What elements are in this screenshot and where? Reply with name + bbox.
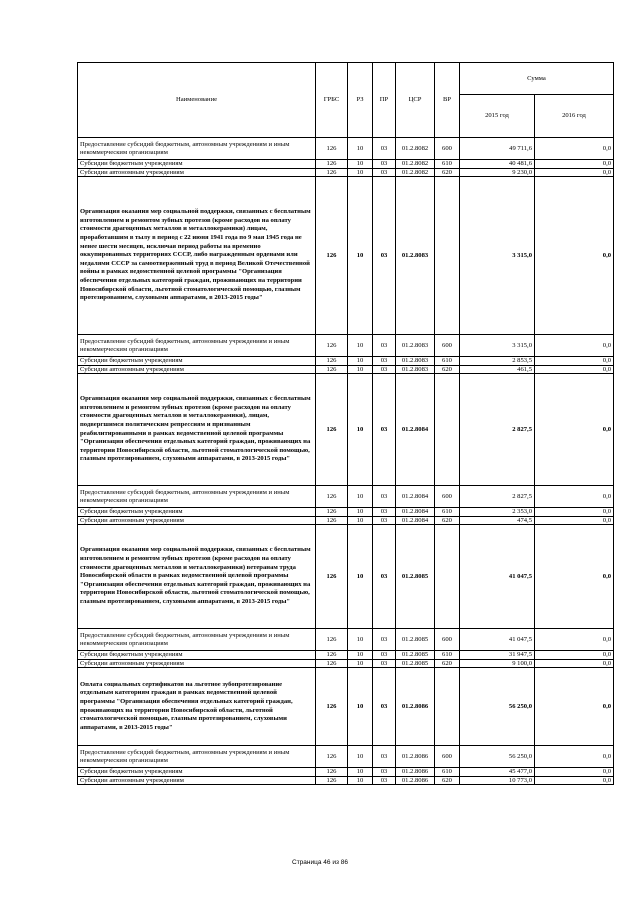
- cell-sum-2016: 0,0: [535, 177, 614, 335]
- cell-pr: 03: [373, 651, 396, 660]
- table-row: [78, 486, 614, 508]
- cell-csr: 01.2.8083: [396, 365, 435, 374]
- cell-pr: 03: [373, 177, 396, 335]
- cell-sum-2016: 0,0: [535, 335, 614, 357]
- cell-sum-2016: 0,0: [535, 168, 614, 177]
- cell-csr: 01.2.8082: [396, 138, 435, 160]
- table-row: [78, 168, 614, 177]
- cell-grbs: 126: [316, 335, 348, 357]
- table-row: [78, 651, 614, 660]
- cell-sum-2015: 3 315,0: [460, 335, 535, 357]
- cell-vr: 600: [435, 138, 460, 160]
- cell-vr: 620: [435, 776, 460, 785]
- cell-rz: 10: [348, 177, 373, 335]
- page-footer: Страница 46 из 86: [292, 859, 348, 866]
- cell-vr: [435, 177, 460, 335]
- cell-rz: 10: [348, 138, 373, 160]
- cell-rz: 10: [348, 335, 373, 357]
- cell-sum-2015: 45 477,0: [460, 768, 535, 777]
- cell-sum-2015: 474,5: [460, 516, 535, 525]
- cell-vr: 600: [435, 335, 460, 357]
- cell-sum-2016: 0,0: [535, 486, 614, 508]
- cell-csr: 01.2.8084: [396, 486, 435, 508]
- cell-rz: 10: [348, 768, 373, 777]
- cell-vr: 620: [435, 365, 460, 374]
- cell-vr: 610: [435, 508, 460, 517]
- table-row: [78, 374, 614, 486]
- table-row: [78, 516, 614, 525]
- cell-name: Субсидии бюджетным учреждениям: [78, 508, 316, 517]
- cell-name: Субсидии автономным учреждениям: [78, 516, 316, 525]
- cell-sum-2015: 2 853,5: [460, 357, 535, 366]
- cell-sum-2015: 9 100,0: [460, 659, 535, 668]
- cell-sum-2015: 56 250,0: [460, 668, 535, 746]
- cell-name: Субсидии бюджетным учреждениям: [78, 768, 316, 777]
- cell-pr: 03: [373, 516, 396, 525]
- cell-rz: 10: [348, 365, 373, 374]
- cell-sum-2015: 56 250,0: [460, 746, 535, 768]
- cell-pr: 03: [373, 160, 396, 169]
- cell-rz: 10: [348, 659, 373, 668]
- cell-grbs: 126: [316, 177, 348, 335]
- cell-sum-2015: 3 315,0: [460, 177, 535, 335]
- cell-grbs: 126: [316, 508, 348, 517]
- cell-vr: 600: [435, 486, 460, 508]
- cell-rz: 10: [348, 168, 373, 177]
- cell-csr: 01.2.8084: [396, 374, 435, 486]
- cell-sum-2015: 41 047,5: [460, 629, 535, 651]
- cell-name: Предоставление субсидий бюджетным, автономным учреждениям и иным некоммерческим организациям: [78, 335, 316, 357]
- cell-pr: 03: [373, 365, 396, 374]
- cell-sum-2016: 0,0: [535, 768, 614, 777]
- cell-vr: 620: [435, 516, 460, 525]
- cell-name: Предоставление субсидий бюджетным, автономным учреждениям и иным некоммерческим организациям: [78, 138, 316, 160]
- cell-pr: 03: [373, 374, 396, 486]
- cell-sum-2015: 49 711,6: [460, 138, 535, 160]
- cell-pr: 03: [373, 508, 396, 517]
- cell-sum-2015: 461,5: [460, 365, 535, 374]
- cell-sum-2015: 40 481,6: [460, 160, 535, 169]
- cell-rz: 10: [348, 508, 373, 517]
- table-body: [78, 138, 614, 785]
- col-header-year-2015: 2015 год: [460, 95, 535, 138]
- cell-sum-2015: 31 947,5: [460, 651, 535, 660]
- cell-sum-2015: 10 773,0: [460, 776, 535, 785]
- cell-pr: 03: [373, 629, 396, 651]
- cell-csr: 01.2.8082: [396, 160, 435, 169]
- cell-sum-2016: 0,0: [535, 668, 614, 746]
- cell-name: Предоставление субсидий бюджетным, автономным учреждениям и иным некоммерческим организациям: [78, 629, 316, 651]
- cell-grbs: 126: [316, 525, 348, 629]
- cell-pr: 03: [373, 659, 396, 668]
- cell-rz: 10: [348, 746, 373, 768]
- cell-csr: 01.2.8082: [396, 168, 435, 177]
- cell-pr: 03: [373, 746, 396, 768]
- cell-grbs: 126: [316, 365, 348, 374]
- table-row: [78, 138, 614, 160]
- table-row: [78, 335, 614, 357]
- cell-csr: 01.2.8086: [396, 668, 435, 746]
- cell-sum-2016: 0,0: [535, 525, 614, 629]
- cell-name: Организация оказания мер социальной поддержки, связанных с бесплатным изготовлением и ремонтом зубных протезов (кроме расходов на оплату стоимости драгоценных металлов и металлокерамики), лицам, подвергшимся политическим репрессиям и признанным реабилитированными в рамках ведомственной целевой программы "Организация обеспечения отдельных категорий граждан, проживающих на территории Новосибирской области, льготной стоматологической помощью, глазным протезированием, слуховыми аппаратами, в 2013-2015 годы": [78, 374, 316, 486]
- cell-sum-2015: 9 230,0: [460, 168, 535, 177]
- cell-name: Субсидии бюджетным учреждениям: [78, 357, 316, 366]
- cell-pr: 03: [373, 335, 396, 357]
- cell-name: Предоставление субсидий бюджетным, автономным учреждениям и иным некоммерческим организациям: [78, 486, 316, 508]
- cell-vr: 620: [435, 659, 460, 668]
- cell-name: Субсидии бюджетным учреждениям: [78, 160, 316, 169]
- cell-grbs: 126: [316, 374, 348, 486]
- cell-name: Субсидии автономным учреждениям: [78, 659, 316, 668]
- cell-csr: 01.2.8083: [396, 177, 435, 335]
- cell-rz: 10: [348, 374, 373, 486]
- cell-sum-2015: 2 353,0: [460, 508, 535, 517]
- cell-grbs: 126: [316, 357, 348, 366]
- cell-grbs: 126: [316, 138, 348, 160]
- col-header-rz: РЗ: [348, 63, 373, 138]
- cell-grbs: 126: [316, 776, 348, 785]
- table-row: [78, 668, 614, 746]
- cell-vr: 610: [435, 651, 460, 660]
- cell-vr: 610: [435, 160, 460, 169]
- cell-sum-2016: 0,0: [535, 160, 614, 169]
- cell-grbs: 126: [316, 516, 348, 525]
- col-header-name: Наименование: [78, 63, 316, 138]
- cell-name: Организация оказания мер социальной поддержки, связанных с бесплатным изготовлением и ремонтом зубных протезов (кроме расходов на оплату стоимости драгоценных металлов и металлокерамики) ветеранам труда Новосибирской области в рамках ведомственной целевой программы "Организация обеспечения отдельных категорий граждан, проживающих на территории Новосибирской области, льготной стоматологической помощью, глазным протезированием, слуховыми аппаратами, в 2013-2015 годы": [78, 525, 316, 629]
- table-row: [78, 746, 614, 768]
- cell-rz: 10: [348, 629, 373, 651]
- cell-grbs: 126: [316, 486, 348, 508]
- cell-grbs: 126: [316, 629, 348, 651]
- cell-vr: [435, 668, 460, 746]
- cell-sum-2016: 0,0: [535, 746, 614, 768]
- cell-sum-2016: 0,0: [535, 508, 614, 517]
- cell-grbs: 126: [316, 651, 348, 660]
- cell-vr: 610: [435, 357, 460, 366]
- cell-pr: 03: [373, 168, 396, 177]
- table-row: [78, 365, 614, 374]
- cell-grbs: 126: [316, 168, 348, 177]
- cell-csr: 01.2.8084: [396, 508, 435, 517]
- cell-csr: 01.2.8085: [396, 629, 435, 651]
- table-row: [78, 629, 614, 651]
- cell-csr: 01.2.8083: [396, 357, 435, 366]
- cell-grbs: 126: [316, 160, 348, 169]
- cell-name: Субсидии автономным учреждениям: [78, 168, 316, 177]
- cell-vr: 610: [435, 768, 460, 777]
- cell-pr: 03: [373, 357, 396, 366]
- cell-name: Предоставление субсидий бюджетным, автономным учреждениям и иным некоммерческим организациям: [78, 746, 316, 768]
- col-header-sum: Сумма: [460, 63, 614, 95]
- cell-csr: 01.2.8085: [396, 651, 435, 660]
- cell-pr: 03: [373, 776, 396, 785]
- cell-rz: 10: [348, 486, 373, 508]
- table-row: [78, 177, 614, 335]
- cell-grbs: 126: [316, 668, 348, 746]
- cell-sum-2016: 0,0: [535, 365, 614, 374]
- cell-sum-2016: 0,0: [535, 516, 614, 525]
- cell-name: Организация оказания мер социальной поддержки, связанных с бесплатным изготовлением и ремонтом зубных протезов (кроме расходов на оплату стоимости драгоценных металлов и металлокерамики) лицам, проработавшим в тылу в период с 22 июня 1941 года по 9 мая 1945 года не менее шести месяцев, исключая период работы на временно оккупированных территориях СССР, либо награжденным орденами или медалями СССР за самоотверженный труд в период Великой Отечественной войны в рамках ведомственной целевой программы "Организация обеспечения отдельных категорий граждан, проживающих на территории Новосибирской области, льготной стоматологической помощью, глазным протезированием, слуховыми аппаратами, в 2013-2015 годы": [78, 177, 316, 335]
- cell-sum-2016: 0,0: [535, 374, 614, 486]
- cell-grbs: 126: [316, 746, 348, 768]
- table-row: [78, 508, 614, 517]
- table-row: [78, 659, 614, 668]
- cell-sum-2016: 0,0: [535, 357, 614, 366]
- cell-pr: 03: [373, 486, 396, 508]
- col-header-grbs: ГРБС: [316, 63, 348, 138]
- cell-rz: 10: [348, 357, 373, 366]
- cell-csr: 01.2.8085: [396, 525, 435, 629]
- cell-csr: 01.2.8086: [396, 776, 435, 785]
- cell-vr: 620: [435, 168, 460, 177]
- cell-vr: 600: [435, 629, 460, 651]
- table-row: [78, 525, 614, 629]
- col-header-vr: ВР: [435, 63, 460, 138]
- cell-sum-2016: 0,0: [535, 776, 614, 785]
- cell-csr: 01.2.8083: [396, 335, 435, 357]
- cell-rz: 10: [348, 160, 373, 169]
- col-header-year-2016: 2016 год: [535, 95, 614, 138]
- cell-csr: 01.2.8086: [396, 768, 435, 777]
- table-row: [78, 357, 614, 366]
- cell-pr: 03: [373, 768, 396, 777]
- cell-rz: 10: [348, 668, 373, 746]
- cell-sum-2016: 0,0: [535, 651, 614, 660]
- cell-pr: 03: [373, 138, 396, 160]
- cell-csr: 01.2.8085: [396, 659, 435, 668]
- cell-rz: 10: [348, 516, 373, 525]
- cell-csr: 01.2.8084: [396, 516, 435, 525]
- budget-table: [77, 62, 614, 785]
- cell-rz: 10: [348, 776, 373, 785]
- cell-name: Субсидии автономным учреждениям: [78, 776, 316, 785]
- cell-sum-2016: 0,0: [535, 138, 614, 160]
- col-header-pr: ПР: [373, 63, 396, 138]
- cell-vr: [435, 525, 460, 629]
- cell-csr: 01.2.8086: [396, 746, 435, 768]
- cell-sum-2016: 0,0: [535, 659, 614, 668]
- cell-vr: 600: [435, 746, 460, 768]
- cell-name: Оплата социальных сертификатов на льготное зубопротезирование отдельным категориям граждан в рамках ведомственной целевой программы "Организация обеспечения отдельных категорий граждан, проживающих на территории Новосибирской области, льготной стоматологической помощью, глазным протезированием, слуховыми аппаратами, в 2013-2015 годы": [78, 668, 316, 746]
- cell-sum-2015: 2 827,5: [460, 486, 535, 508]
- cell-name: Субсидии автономным учреждениям: [78, 365, 316, 374]
- table-row: [78, 768, 614, 777]
- table-row: [78, 776, 614, 785]
- cell-pr: 03: [373, 525, 396, 629]
- cell-vr: [435, 374, 460, 486]
- cell-grbs: 126: [316, 659, 348, 668]
- cell-sum-2016: 0,0: [535, 629, 614, 651]
- table-row: [78, 160, 614, 169]
- cell-rz: 10: [348, 651, 373, 660]
- col-header-csr: ЦСР: [396, 63, 435, 138]
- cell-sum-2015: 41 047,5: [460, 525, 535, 629]
- cell-rz: 10: [348, 525, 373, 629]
- cell-sum-2015: 2 827,5: [460, 374, 535, 486]
- cell-name: Субсидии бюджетным учреждениям: [78, 651, 316, 660]
- cell-pr: 03: [373, 668, 396, 746]
- cell-grbs: 126: [316, 768, 348, 777]
